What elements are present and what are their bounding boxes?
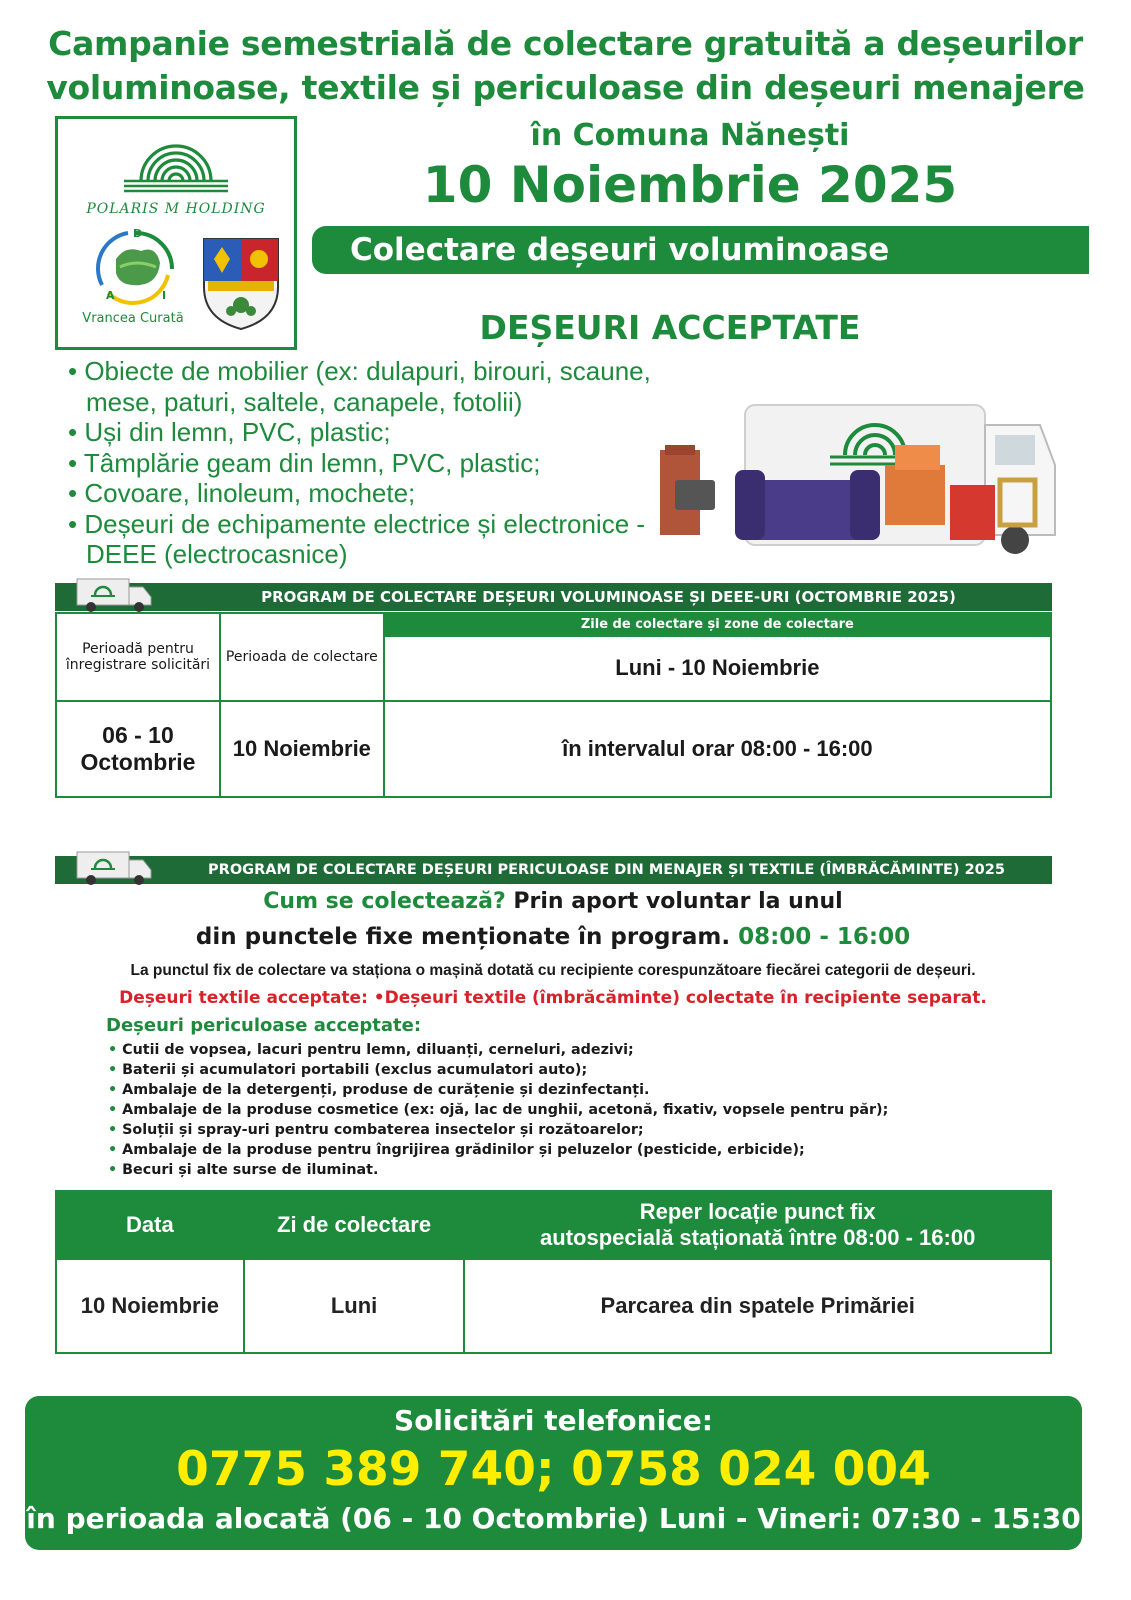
campaign-title	[0, 22, 1131, 110]
textile-label: Deșeuri textile acceptate:	[119, 988, 368, 1008]
company-name: POLARIS M HOLDING	[86, 201, 266, 217]
list-item: • Tâmplărie geam din lemn, PVC, plastic;	[68, 448, 708, 479]
fixed-point-table	[55, 1190, 1052, 1354]
program-name: Vrancea Curată	[82, 311, 184, 326]
table-row	[56, 613, 1051, 636]
list-item: • Deșeuri de echipamente electrice și electronice - DEEE (electrocasnice)	[68, 509, 708, 570]
collection-period-value: 10 Noiembrie	[220, 701, 384, 797]
phone-numbers: 0775 389 740; 0758 024 004	[176, 1442, 931, 1497]
bulky-program-table	[55, 612, 1052, 798]
list-item: • Uși din lemn, PVC, plastic;	[68, 417, 708, 448]
coat-of-arms-icon	[198, 233, 284, 333]
accepted-waste-title: DEȘEURI ACCEPTATE	[479, 308, 861, 347]
header-day: Zi de colectare	[244, 1191, 465, 1259]
locality-heading: în Comuna Nănești	[530, 118, 850, 153]
hazardous-list-title: Deșeuri periculoase acceptate:	[106, 1015, 422, 1036]
partner-logos	[55, 116, 297, 350]
how-answer-2: din punctele fixe menționate în program.	[195, 924, 739, 950]
polaris-logo-icon	[116, 137, 236, 197]
header-location-line-1: Reper locație punct fix	[639, 1199, 876, 1224]
collection-interval: în intervalul orar 08:00 - 16:00	[384, 701, 1051, 797]
fixed-point-note: La punctul fix de colectare va staționa o mașină dotată cu recipiente corespunzătoare fiecărei categorii de deșeuri.	[130, 962, 976, 979]
header-date: Data	[56, 1191, 244, 1259]
cell-location: Parcarea din spatele Primăriei	[464, 1259, 1051, 1353]
title-line-2: voluminoase, textile și periculoase din deșeuri menajere	[46, 68, 1085, 107]
logo-letter-d: D	[133, 227, 143, 240]
title-line-1: Campanie semestrială de colectare gratuită a deșeurilor	[48, 24, 1083, 63]
header-registration-period: Perioadă pentru înregistrare solicitări	[56, 613, 220, 701]
registration-period-value: 06 - 10 Octombrie	[56, 701, 220, 797]
footer-schedule: în perioada alocată (06 - 10 Octombrie) Luni - Vineri: 07:30 - 15:30	[26, 1502, 1081, 1535]
header-zones: Zile de colectare și zone de colectare	[384, 613, 1051, 636]
hazardous-list	[108, 1040, 888, 1180]
list-item: • Ambalaje de la produse cosmetice (ex: ojă, lac de unghii, acetonă, fixativ, vopsele pentru păr);	[108, 1100, 888, 1120]
table-row	[56, 701, 1051, 797]
cell-day: Luni	[244, 1259, 465, 1353]
header-location-line-2: autospecială staționată între 08:00 - 16:00	[540, 1225, 976, 1250]
how-answer-1: Prin aport voluntar la unul	[505, 889, 843, 914]
header-location	[464, 1191, 1051, 1259]
truck-furniture-illustration	[655, 385, 1060, 555]
bar-title: PROGRAM DE COLECTARE DEȘEURI VOLUMINOASE ȘI DEEE-URI (OCTOMBRIE 2025)	[261, 588, 956, 606]
bulky-waste-banner: Colectare deșeuri voluminoase	[312, 226, 1089, 274]
bar-title: PROGRAM DE COLECTARE DEȘEURI PERICULOASE DIN MENAJER ȘI TEXTILE (ÎMBRĂCĂMINTE) 2025	[208, 862, 1005, 878]
list-item: • Covoare, linoleum, mochete;	[68, 478, 708, 509]
logo-letter-i: I	[162, 289, 167, 302]
list-item: • Becuri și alte surse de iluminat.	[108, 1160, 888, 1180]
cell-date: 10 Noiembrie	[56, 1259, 244, 1353]
accepted-waste-list	[68, 356, 708, 570]
list-item: • Cutii de vopsea, lacuri pentru lemn, diluanți, cerneluri, adezivi;	[108, 1040, 888, 1060]
list-item: • Ambalaje de la produse pentru îngrijirea grădinilor și peluzelor (pesticide, erbicide);	[108, 1140, 888, 1160]
collection-day: Luni - 10 Noiembrie	[384, 636, 1051, 702]
textile-text: •Deșeuri textile (îmbrăcăminte) colectate în recipiente separat.	[367, 988, 987, 1008]
how-time: 08:00 - 16:00	[738, 924, 911, 950]
campaign-date: 10 Noiembrie 2025	[422, 156, 958, 214]
list-item: • Baterii și acumulatori portabili (exclus acumulatori auto);	[108, 1060, 888, 1080]
list-item: • Obiecte de mobilier (ex: dulapuri, birouri, scaune, mese, paturi, saltele, canapele, fotolii)	[68, 356, 708, 417]
list-item: • Ambalaje de la detergenți, produse de curățenie și dezinfectanți.	[108, 1080, 888, 1100]
header-collection-period: Perioada de colectare	[220, 613, 384, 701]
how-question: Cum se colectează?	[263, 889, 506, 914]
how-collected-line-2	[0, 924, 1106, 950]
list-item: • Soluții și spray-uri pentru combaterea insectelor și rozătoarelor;	[108, 1120, 888, 1140]
logo-letter-a: A	[106, 289, 115, 302]
hazardous-program-bar	[55, 856, 1052, 884]
bulky-program-bar	[55, 583, 1052, 611]
how-collected-line-1	[0, 889, 1106, 914]
table-row	[56, 1259, 1051, 1353]
footer-title: Solicitări telefonice:	[394, 1404, 713, 1437]
phone-requests-footer	[25, 1396, 1082, 1550]
table-header-row	[56, 1191, 1051, 1259]
textile-accepted	[0, 988, 1106, 1008]
vrancea-curata-logo-icon	[86, 223, 186, 313]
